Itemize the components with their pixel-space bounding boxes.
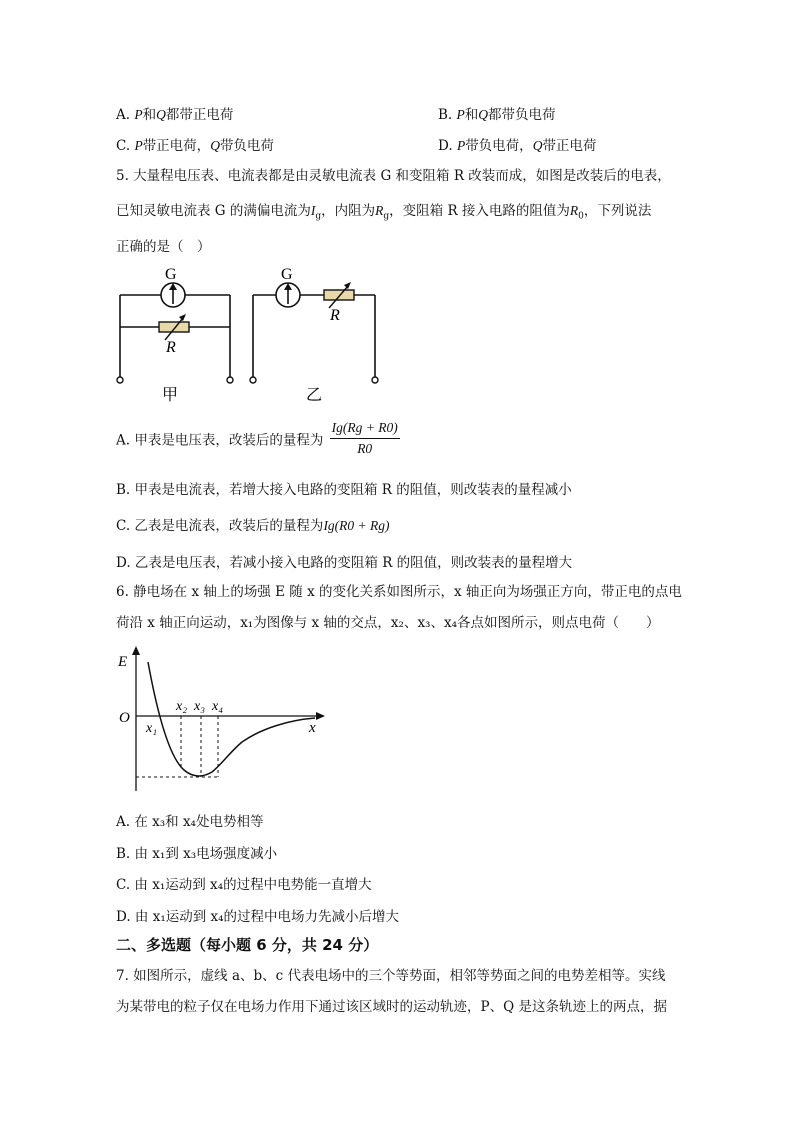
option-d-q6: D. 由 x₁运动到 x₄的过程中电场力先减小后增大 <box>116 909 400 925</box>
r-label-left: R <box>166 339 176 356</box>
terminal-left-1 <box>117 377 123 383</box>
e-curve <box>148 662 315 776</box>
circuit-right <box>253 295 375 377</box>
option-a-q6: A. 在 x₃和 x₄处电势相等 <box>116 814 264 830</box>
option-b-q4: B. P和Q都带负电荷 <box>438 107 556 123</box>
rheostat-right-icon <box>324 290 354 300</box>
option-b-q6: B. 由 x₁到 x₃电场强度减小 <box>116 846 278 862</box>
option-a-q5: A. 甲表是电压表，改装后的量程为 $\frac{Ig(Rg + R0)}{R0}$ <box>116 420 398 456</box>
option-c-q6: C. 由 x₁运动到 x₄的过程中电势能一直增大 <box>116 877 372 893</box>
circuit-figure <box>110 262 400 407</box>
option-b-q5: B. 甲表是电流表，若增大接入电路的变阻箱 R 的阻值，则改装表的量程减小 <box>116 482 572 498</box>
fraction-a: $\frac{Ig(Rg + R0)}{R0}$ <box>331 420 398 456</box>
section-heading: 二、多选题（每小题 6 分，共 24 分） <box>116 936 379 954</box>
x-axis-label: x <box>309 720 316 736</box>
option-a-q4: A. P和Q都带正电荷 <box>116 107 234 123</box>
label-jia: 甲 <box>162 387 179 404</box>
terminal-left-2 <box>227 377 233 383</box>
x3-label: x₃ <box>194 699 206 714</box>
x4-label: x₄ <box>212 699 224 714</box>
g-label-right: G <box>281 266 293 283</box>
q7-stem-line2: 为某带电的粒子仅在电场力作用下通过该区域时的运动轨迹，P、Q 是这条轨迹上的两点，据 <box>116 999 667 1015</box>
q5-stem-line1: 5. 大量程电压表、电流表都是由灵敏电流表 G 和变阻箱 R 改装而成，如图是改装后的电表， <box>116 168 671 184</box>
e-x-graph <box>110 646 335 796</box>
x1-label: x₁ <box>146 721 158 736</box>
option-c-q4: C. P带正电荷，Q带负电荷 <box>116 138 274 154</box>
option-c-q5: C. 乙表是电流表，改装后的量程为Ig(R0 + Rg) <box>116 518 390 534</box>
q7-stem-line1: 7. 如图所示，虚线 a、b、c 代表电场中的三个等势面，相邻等势面之间的电势差相等。实线 <box>116 968 666 984</box>
option-d-q5: D. 乙表是电压表，若减小接入电路的变阻箱 R 的阻值，则改装表的量程增大 <box>116 555 573 571</box>
g-label-left: G <box>165 266 177 283</box>
q5-stem-line2: 已知灵敏电流表 G 的满偏电流为$I_g$，内阻为$R_g$，变阻箱 R 接入电路的阻值为$R_0$，下列说法 <box>116 203 652 222</box>
terminal-right-2 <box>372 377 378 383</box>
terminal-right-1 <box>250 377 256 383</box>
origin-label: O <box>119 710 130 726</box>
r-label-right: R <box>330 307 340 324</box>
label-yi: 乙 <box>306 387 323 404</box>
q6-stem-line1: 6. 静电场在 x 轴上的场强 E 随 x 的变化关系如图所示，x 轴正向为场强正方向，带正电的点电 <box>116 584 682 600</box>
q5-stem-line3: 正确的是（ ） <box>116 239 211 255</box>
e-axis-label: E <box>118 654 128 670</box>
q6-stem-line2: 荷沿 x 轴正向运动，x₁为图像与 x 轴的交点，x₂、x₃、x₄各点如图所示，则点电荷（ ） <box>116 615 660 631</box>
rheostat-left-icon <box>159 322 189 332</box>
option-d-q4: D. P带负电荷，Q带正电荷 <box>438 138 597 154</box>
x2-label: x₂ <box>176 699 188 714</box>
